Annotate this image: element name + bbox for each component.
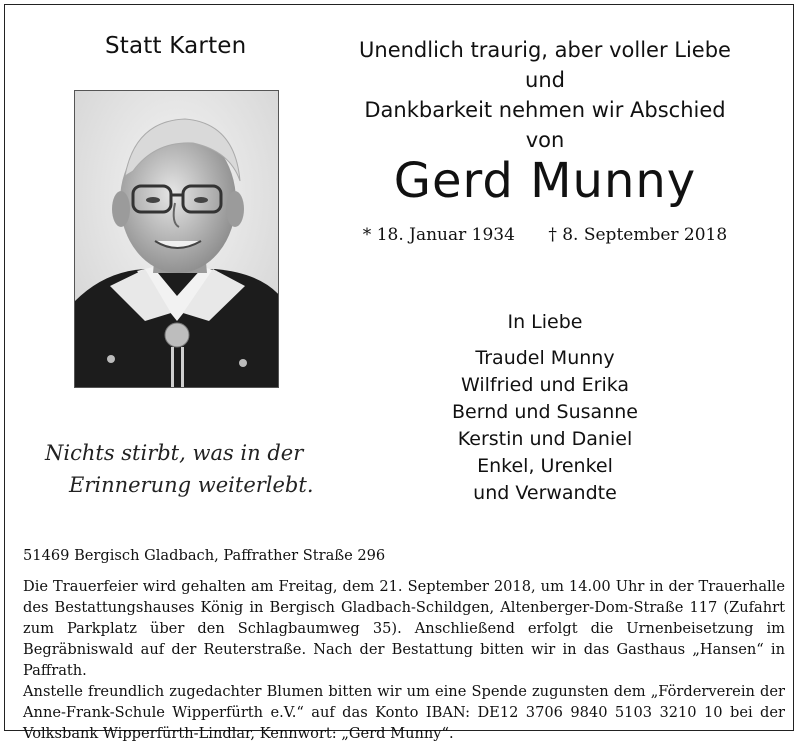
portrait-photo xyxy=(74,90,279,388)
portrait-image xyxy=(75,91,279,388)
memorial-quote xyxy=(45,437,345,501)
quote-line-1: Nichts stirbt, was in der xyxy=(45,441,304,465)
family-member: Bernd und Susanne xyxy=(452,401,638,423)
family-member: Traudel Munny xyxy=(475,347,615,369)
death-date: † 8. September 2018 xyxy=(548,225,728,245)
family-member: und Verwandte xyxy=(473,482,617,504)
ceremony-text: Die Trauerfeier wird gehalten am Freitag, dem 21. September 2018, um 14.00 Uhr in der Trauerhalle des Bestattungshauses König in Bergisch Gladbach-Schildgen, Altenberger-Dom-Straße 117 (Zufahrt zum Parkplatz über den Schlagbaumweg 35). Anschließend erfolgt die Urnenbeisetzung im Begräbniswald auf der Reuterstraße. Nach der Bestattung bitten wir in das Gasthaus „Hansen“ in Paffrath. xyxy=(23,578,785,679)
obituary-notice xyxy=(4,4,794,742)
quote-line-2: Erinnerung weiterlebt. xyxy=(69,473,314,497)
address-line: 51469 Bergisch Gladbach, Paffrather Straße 296 xyxy=(23,547,386,564)
funeral-info xyxy=(23,545,785,744)
donation-text: Anstelle freundlich zugedachter Blumen bitten wir um eine Spende zugunsten dem „Förderverein der Anne-Frank-Schule Wipperfürth e.V.“ auf das Konto IBAN: DE12 3706 9840 5103 3210 10 bei der Volksbank Wipperfürth-Lindlar, Kennwort: „Gerd Munny“. xyxy=(23,683,785,742)
deceased-name: Gerd Munny xyxy=(393,153,697,209)
birth-date: * 18. Januar 1934 xyxy=(362,225,515,245)
intro-text xyxy=(345,35,745,155)
intro-line-2: Dankbarkeit nehmen wir Abschied von xyxy=(364,98,726,152)
family-member: Enkel, Urenkel xyxy=(477,455,613,477)
family-list xyxy=(365,309,725,507)
family-member: Kerstin und Daniel xyxy=(457,428,633,450)
life-dates xyxy=(345,225,745,245)
family-member: Wilfried und Erika xyxy=(460,374,630,396)
family-lead: In Liebe xyxy=(507,311,583,333)
statt-karten-label: Statt Karten xyxy=(105,33,247,59)
intro-line-1: Unendlich traurig, aber voller Liebe und xyxy=(359,38,731,92)
